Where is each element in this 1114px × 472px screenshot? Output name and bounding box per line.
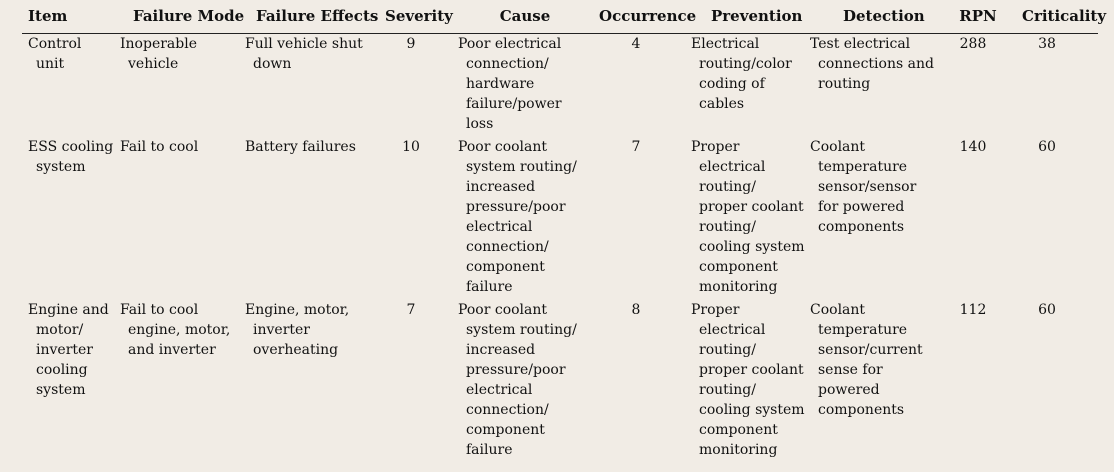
cell-occurrence: 4 xyxy=(631,36,641,52)
cell-cause: Poor coolant system routing/ increased pressure/poor electrical connection/ component failure xyxy=(458,139,577,295)
cell-cause: Poor electrical connection/ hardware failure/power loss xyxy=(458,36,562,132)
header-occurrence: Occurrence xyxy=(599,7,697,25)
header-failure-mode: Failure Mode xyxy=(133,7,245,25)
cell-failure-mode: Inoperable vehicle xyxy=(120,36,197,72)
header-detection: Detection xyxy=(843,7,925,25)
cell-rpn: 112 xyxy=(959,302,987,318)
cell-rpn: 140 xyxy=(959,139,987,155)
header-severity: Severity xyxy=(385,7,453,25)
cell-occurrence: 8 xyxy=(631,302,641,318)
cell-failure-effects: Engine, motor, inverter overheating xyxy=(245,302,350,358)
cell-criticality: 60 xyxy=(1038,139,1056,155)
cell-prevention: Proper electrical routing/ proper coolant routing/ cooling system component monitoring xyxy=(691,302,805,458)
header-prevention: Prevention xyxy=(711,7,803,25)
header-item: Item xyxy=(28,7,68,25)
cell-occurrence: 7 xyxy=(631,139,641,155)
cell-item: Engine and motor/ inverter cooling system xyxy=(28,302,109,398)
cell-severity: 7 xyxy=(406,302,416,318)
header-failure-effects: Failure Effects xyxy=(256,7,379,25)
cell-severity: 10 xyxy=(402,139,420,155)
cell-failure-effects: Battery failures xyxy=(245,139,356,155)
cell-criticality: 38 xyxy=(1038,36,1056,52)
cell-rpn: 288 xyxy=(959,36,987,52)
cell-criticality: 60 xyxy=(1038,302,1056,318)
header-rpn: RPN xyxy=(959,7,997,25)
cell-failure-mode: Fail to cool xyxy=(120,139,199,155)
cell-prevention: Proper electrical routing/ proper coolant routing/ cooling system component monitoring xyxy=(691,139,805,295)
cell-failure-mode: Fail to cool engine, motor, and inverter xyxy=(120,302,231,358)
cell-item: ESS cooling system xyxy=(28,139,114,175)
cell-cause: Poor coolant system routing/ increased pressure/poor electrical connection/ component failure xyxy=(458,302,577,458)
cell-detection: Coolant temperature sensor/sensor for powered components xyxy=(810,139,917,235)
cell-detection: Test electrical connections and routing xyxy=(810,36,934,92)
cell-item: Control unit xyxy=(28,36,82,72)
cell-prevention: Electrical routing/color coding of cables xyxy=(691,36,792,112)
header-criticality: Criticality xyxy=(1022,7,1107,25)
cell-detection: Coolant temperature sensor/current sense for powered components xyxy=(810,302,923,418)
cell-failure-effects: Full vehicle shut down xyxy=(245,36,363,72)
cell-severity: 9 xyxy=(406,36,416,52)
header-cause: Cause xyxy=(499,7,551,25)
